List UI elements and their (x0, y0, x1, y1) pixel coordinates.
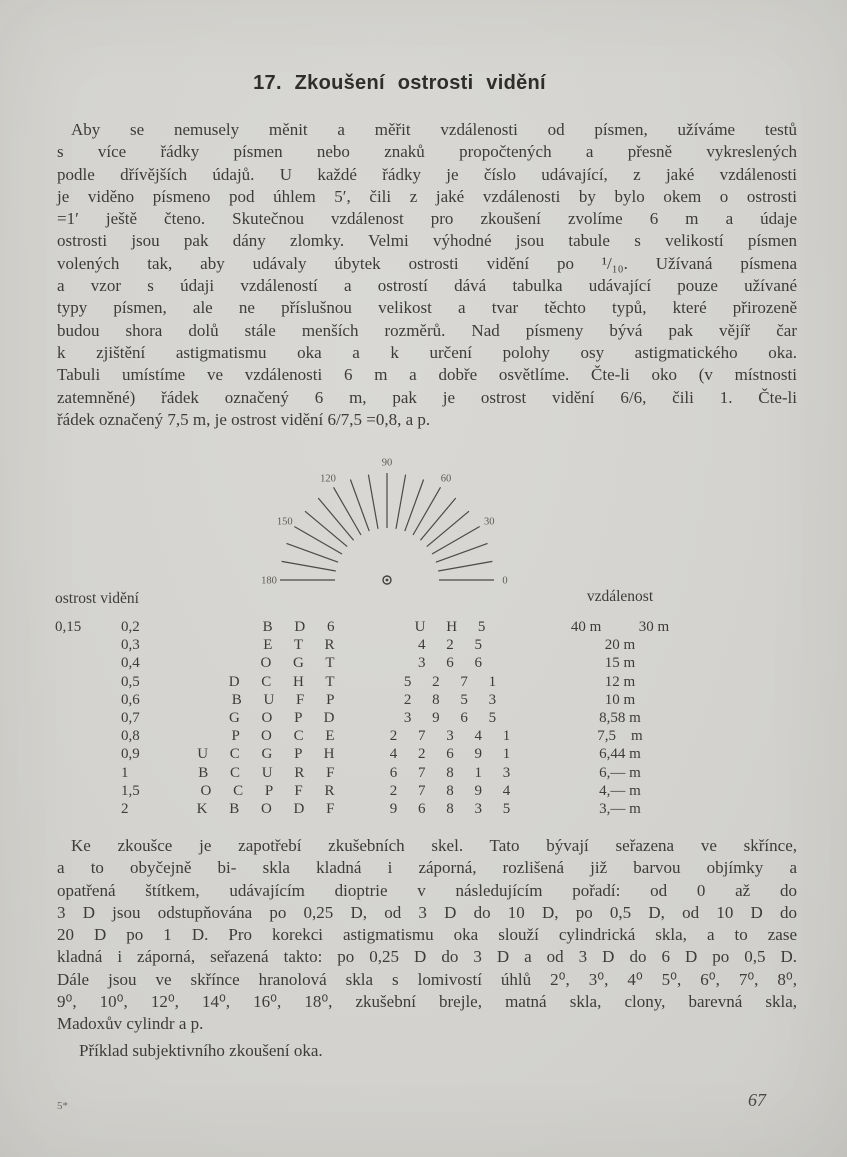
letters-cell: B U F P (231, 691, 335, 708)
numbers-cell: 4 2 5 (418, 637, 482, 654)
paragraph-intro (57, 119, 797, 431)
acuity-alt-cell: 0,15 (55, 619, 82, 635)
table-header-vzdalenost: vzdálenost (586, 588, 654, 605)
fan-ray (350, 480, 369, 532)
table-row (0, 764, 847, 782)
distance-cell: 8,58 m (599, 709, 641, 726)
distance-cell: 4,— m (599, 782, 641, 799)
text-line: ostrosti jsou pak dány zlomky. Velmi výhodné jsou tabule s velikostí písmen (57, 231, 797, 251)
text-line: podle dřívějších údajů. U každé řádky je číslo udávající, z jaké vzdálenosti (57, 164, 797, 184)
text-line: Aby se nemusely měnit a měřit vzdálenosti od písmen, užíváme testů (71, 120, 797, 139)
fan-ray (427, 511, 469, 546)
numbers-cell: 2 7 8 9 4 (389, 782, 511, 799)
table-row (0, 654, 847, 672)
distance-cell: 40 m 30 m (570, 619, 670, 635)
table-row (0, 800, 847, 818)
acuity-cell: 0,2 (121, 619, 140, 635)
numbers-cell: 4 2 6 9 1 (389, 746, 511, 763)
letters-cell: U C G P H (197, 746, 335, 763)
acuity-cell: 0,9 (121, 746, 140, 763)
letters-cell: G O P D (228, 709, 335, 726)
acuity-cell: 1,5 (121, 782, 140, 799)
numbers-cell: 2 7 3 4 1 (389, 728, 511, 745)
text-line: Příklad subjektivního zkoušení oka. (79, 1041, 323, 1060)
fan-angle-label: 180 (261, 575, 277, 587)
numbers-cell: 3 6 6 (418, 655, 482, 672)
numbers-cell: 5 2 7 1 (403, 673, 497, 690)
text-line: a to obyčejně bi- skla kladná i záporná, rozlišená již barvou objímky a (57, 858, 797, 878)
fan-ray (318, 498, 353, 540)
fan-angle-label: 60 (440, 473, 452, 485)
section-title: 17. Zkoušení ostrosti vidění (253, 72, 546, 94)
fan-ray (368, 475, 378, 529)
table-row (0, 709, 847, 727)
table-row (0, 745, 847, 763)
distance-cell: 3,— m (599, 800, 641, 817)
text-line: k zjištění astigmatismu oka a k určení polohy osy astigmatického oka. (57, 342, 797, 362)
text-line: Ke zkoušce je zapotřebí zkušebních skel. Tato bývají seřazena ve skřínce, (71, 836, 797, 855)
table-row (0, 727, 847, 745)
fan-ray (438, 561, 492, 571)
fan-ray (432, 527, 480, 555)
numbers-cell: 6 7 8 1 3 (389, 764, 511, 781)
table-header-ostrost: ostrost vidění (55, 590, 139, 607)
letters-cell: K B O D F (196, 800, 335, 817)
text-line: je viděno písmeno pod úhlem 5′, čili z jaké vzdálenosti by bylo okem o ostrosti (57, 186, 797, 206)
fan-center-dot-icon (386, 579, 389, 582)
text-line: typy písmen, ale ne příslušnou velikost a tvar těchto typů, které přirozeně (57, 298, 797, 318)
fan-angle-label: 150 (276, 516, 293, 528)
text-line: Dále jsou ve skřínce hranolová skla s lomivostí úhlů 2⁰, 3⁰, 4⁰ 5⁰, 6⁰, 7⁰, 8⁰, (57, 969, 797, 989)
numbers-cell: U H 5 (414, 619, 486, 635)
distance-cell: 12 m (604, 673, 636, 690)
text-line: 20 D po 1 D. Pro korekci astigmatismu oka slouží cylindrická skla, a to zase (57, 925, 797, 945)
numbers-cell: 2 8 5 3 (403, 691, 497, 708)
acuity-cell: 1 (121, 764, 129, 781)
letters-cell: D C H T (228, 673, 335, 690)
fan-angle-labels (261, 458, 508, 587)
text-line: opatřená štítkem, udávajícím dioptrie v následujícím pořadí: od 0 až do (57, 880, 797, 900)
letters-cell: B D 6 (262, 619, 335, 635)
acuity-cell: 0,3 (121, 637, 140, 654)
text-line: a vzor s údaji vzdáleností a ostrostí dává tabulka udávající pouze užívané (57, 276, 797, 296)
text-line: budou shora dolů stále menších rozměrů. Nad písmeny bývá pak vějíř čar (57, 320, 797, 340)
fan-ray (420, 498, 455, 540)
acuity-cell: 2 (121, 800, 129, 817)
table-row (0, 782, 847, 800)
acuity-cell: 0,5 (121, 673, 140, 690)
paragraph-example (57, 1040, 797, 1062)
distance-cell: 6,44 m (599, 746, 641, 763)
astigmatic-fan-figure (240, 446, 540, 598)
numbers-cell: 9 6 8 3 5 (389, 800, 511, 817)
letters-cell: O C P F R (200, 782, 335, 799)
fan-ray (282, 561, 336, 571)
text-line: řádek označený 7,5 m, je ostrost vidění 6/7,5 =0,8, a p. (57, 409, 431, 429)
page-number: 67 (748, 1090, 766, 1110)
table-row (0, 618, 847, 636)
text-line: Madoxův cylindr a p. (57, 1014, 204, 1034)
fan-angle-label: 120 (320, 473, 336, 485)
fan-rays (280, 473, 494, 580)
paragraph-lenses (57, 835, 797, 1036)
distance-cell: 20 m (604, 637, 636, 654)
distance-cell: 15 m (604, 655, 636, 672)
text-line: =1′ ještě čteno. Skutečnou vzdálenost pro zkoušení zvolíme 6 m a údaje (57, 209, 797, 229)
text-line: 3 D jsou odstupňována po 0,25 D, od 3 D do 10 D, po 0,5 D, od 10 D do (57, 902, 797, 922)
acuity-table (0, 618, 847, 818)
text-line: zatemněné) řádek označený 6 m, pak je ostrost vidění 6/6, čili 1. Čte-li (57, 387, 797, 407)
signature-mark: 5* (57, 1100, 68, 1112)
fan-ray (405, 480, 424, 532)
fan-ray (334, 487, 362, 535)
table-row (0, 636, 847, 654)
fan-ray (305, 511, 347, 546)
text-line: kladná i záporná, seřazená takto: po 0,25 D do 3 D a od 3 D do 6 D po 0,5 D. (57, 947, 797, 967)
fan-ray (287, 543, 339, 562)
letters-cell: B C U R F (198, 764, 335, 781)
table-row (0, 691, 847, 709)
acuity-cell: 0,4 (121, 655, 140, 672)
distance-cell: 10 m (604, 691, 636, 708)
letters-cell: P O C E (231, 728, 335, 745)
table-row (0, 673, 847, 691)
acuity-cell: 0,8 (121, 728, 140, 745)
text-line: volených tak, aby udávaly úbytek ostrosti vidění po ¹/₁₀. Užívaná písmena (57, 253, 797, 273)
fan-angle-label: 90 (381, 457, 393, 469)
acuity-cell: 0,7 (121, 709, 140, 726)
fan-ray (294, 527, 342, 555)
fan-ray (396, 475, 406, 529)
distance-cell: 7,5 m (597, 728, 643, 745)
text-line: Tabuli umístíme ve vzdálenosti 6 m a dobře osvětlíme. Čte-li oko (v místnosti (57, 365, 797, 385)
letters-cell: E T R (263, 637, 335, 654)
distance-cell: 6,— m (599, 764, 641, 781)
numbers-cell: 3 9 6 5 (403, 709, 497, 726)
text-line: 9⁰, 10⁰, 12⁰, 14⁰, 16⁰, 18⁰, zkušební brejle, matná skla, clony, barevná skla, (57, 992, 797, 1012)
fan-ray (413, 487, 441, 535)
text-line: s více řádky písmen nebo znaků propočtených a přesně vykreslených (57, 142, 797, 162)
acuity-cell: 0,6 (121, 691, 140, 708)
fan-angle-label: 30 (483, 516, 495, 528)
letters-cell: O G T (260, 655, 335, 672)
fan-angle-label: 0 (502, 575, 508, 587)
fan-ray (436, 543, 488, 562)
